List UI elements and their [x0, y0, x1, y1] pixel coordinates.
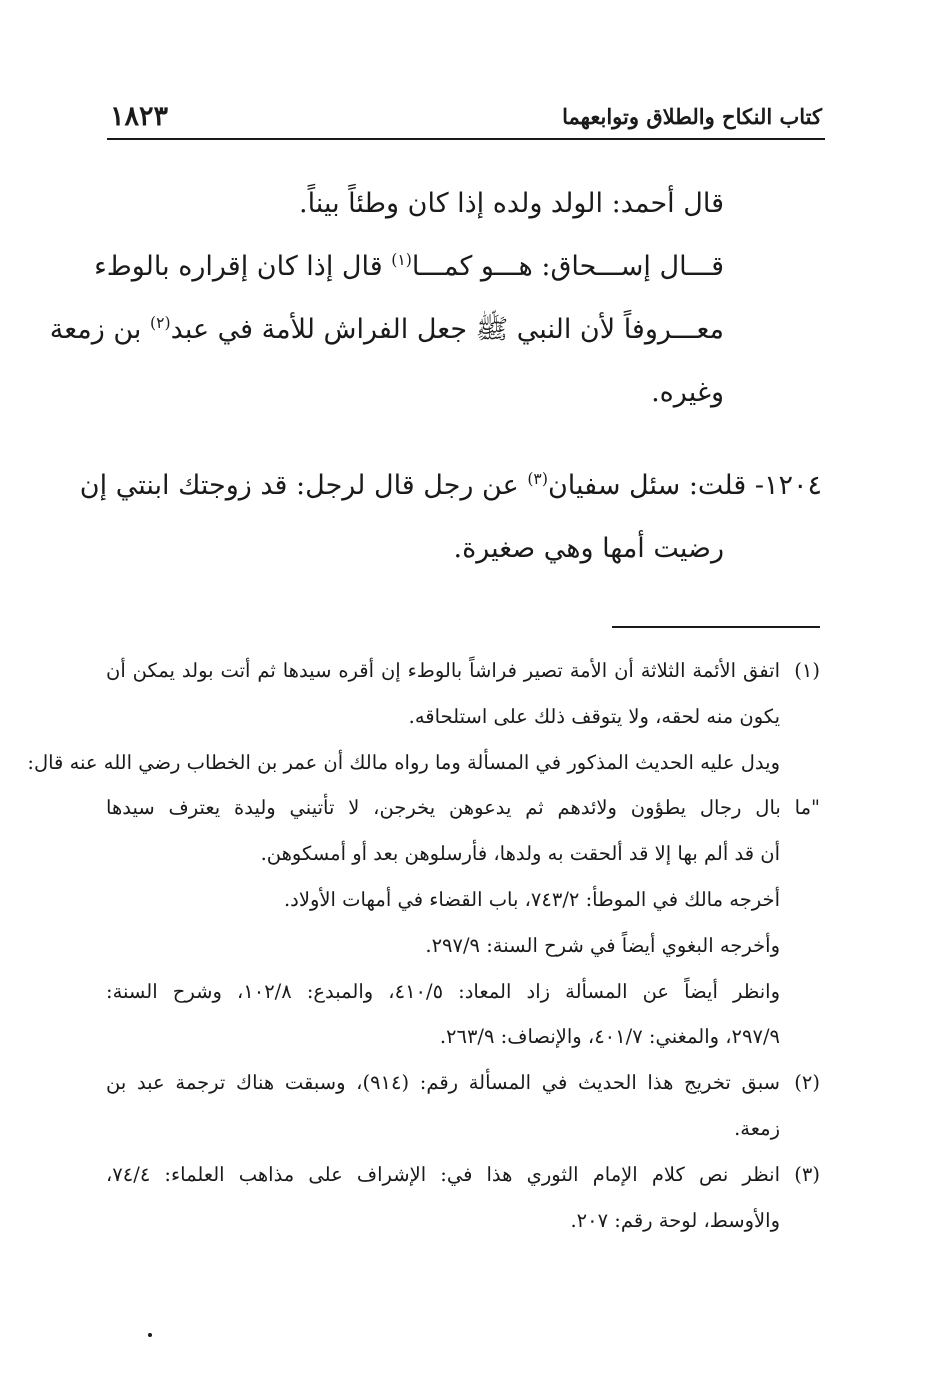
footnote-1-line [106, 969, 820, 1015]
main-text [49, 172, 822, 580]
header-title: كتاب النكاح والطلاق وتوابعهما [562, 103, 822, 129]
text-segment: قال إذا كان إقراره بالوطء [94, 251, 392, 282]
footnote-text: يكون منه لحقه، ولا يتوقف ذلك على استلحاقه. [408, 704, 780, 728]
paragraph-ishaq-line-2 [49, 298, 822, 361]
footnote-3-line [106, 1198, 820, 1244]
footnote-text: اتفق الأئمة الثلاثة أن الأمة تصير فراشاً بالوطء إن أقره سيدها ثم أتت بولد يمكن أن [106, 659, 780, 682]
text-segment: قـــال إســـحاق: هـــو كمـــا [411, 251, 724, 282]
paragraph-ahmad [108, 172, 822, 235]
page-number: ١٨٢٣ [110, 100, 169, 132]
footnote-text: زمعة. [734, 1116, 780, 1140]
text-line: وغيره. [651, 377, 724, 408]
footnote-1-line [106, 923, 820, 969]
ink-speck [148, 1333, 152, 1337]
footnote-2-line [106, 1106, 820, 1152]
footnotes [27, 648, 820, 1243]
text-segment: معـــروفاً لأن النبي ﷺ جعل الفراش للأمة في عبد [170, 314, 724, 345]
footnote-text: أخرجه مالك في الموطأ: ٧٤٣/٢، باب القضاء في أمهات الأولاد. [283, 887, 780, 911]
issue-1204-line-1 [79, 454, 822, 517]
footnote-1-line [106, 785, 820, 831]
footnote-text: "ما بال رجال يطؤون ولائدهم ثم يدعوهن يخرجن، لا تأتيني وليدة يعترف سيدها [106, 796, 820, 820]
footnote-2 [106, 1060, 820, 1106]
footnote-number: (٣) [794, 1162, 820, 1186]
footnote-divider [612, 626, 820, 628]
text-segment: ١٢٠٤- قلت: سئل سفيان [547, 470, 822, 501]
footnote-text: انظر نص كلام الإمام الثوري هذا في: الإشراف على مذاهب العلماء: ٧٤/٤، [106, 1162, 780, 1186]
paragraph-ishaq-line-1 [94, 235, 822, 298]
footnote-ref-1: (١) [391, 250, 412, 269]
text-segment: عن رجل قال لرجل: قد زوجتك ابنتي إن [79, 470, 528, 501]
footnote-ref-2: (٢) [150, 313, 171, 332]
issue-1204-line-2 [108, 517, 822, 580]
paragraph-ishaq-line-3 [108, 361, 822, 424]
running-header [110, 96, 822, 136]
footnote-number: (٢) [794, 1071, 820, 1095]
header-divider [107, 138, 825, 140]
footnote-3 [106, 1152, 820, 1198]
footnote-1-line [106, 694, 820, 740]
footnote-text: أن قد ألم بها إلا قد ألحقت به ولدها، فأرسلوهن بعد أو أمسكوهن. [260, 842, 780, 866]
footnote-text: وأخرجه البغوي أيضاً في شرح السنة: ٢٩٧/٩. [425, 933, 780, 957]
footnote-1-line [106, 877, 820, 923]
text-segment: بن زمعة [49, 314, 151, 345]
footnote-1-line [27, 740, 820, 786]
footnote-text: سبق تخريج هذا الحديث في المسألة رقم: (٩١٤)، وسبقت هناك ترجمة عبد بن [106, 1071, 780, 1095]
footnote-text: ويدل عليه الحديث المذكور في المسألة وما رواه مالك أن عمر بن الخطاب رضي الله عنه قال: [27, 750, 780, 774]
paragraph-gap [108, 424, 822, 454]
footnote-1-line [106, 831, 820, 877]
text-line: قال أحمد: الولد ولده إذا كان وطئاً بيناً. [298, 188, 724, 219]
footnote-1-line [106, 1014, 820, 1060]
footnote-number: (١) [794, 659, 820, 682]
text-line: رضيت أمها وهي صغيرة. [453, 533, 724, 564]
footnote-1 [106, 648, 820, 694]
footnote-text: وانظر أيضاً عن المسألة زاد المعاد: ٤١٠/٥، والمبدع: ١٠٢/٨، وشرح السنة: [106, 979, 780, 1003]
footnote-text: والأوسط، لوحة رقم: ٢٠٧. [570, 1208, 780, 1232]
footnote-text: ٢٩٧/٩، والمغني: ٤٠١/٧، والإنصاف: ٢٦٣/٩. [439, 1025, 780, 1049]
footnote-ref-3: (٣) [527, 469, 548, 488]
